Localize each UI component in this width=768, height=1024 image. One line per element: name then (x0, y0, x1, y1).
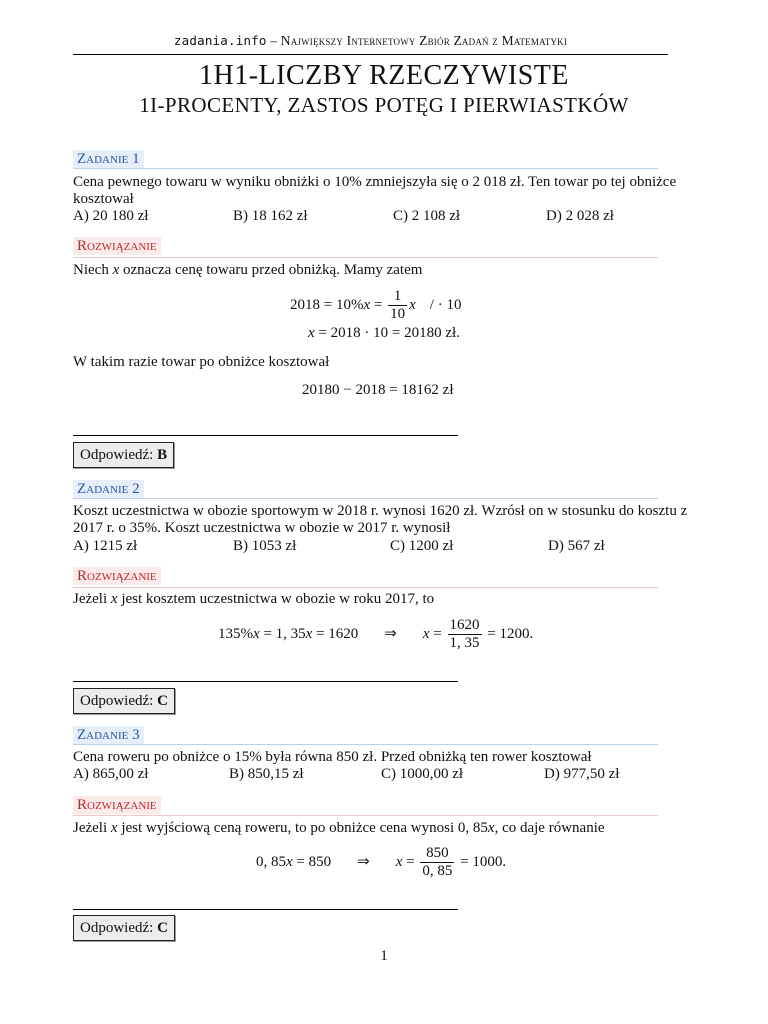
task-2-option-b: B) 1053 zł (233, 538, 297, 554)
task-3-fraction: $\frac{850}{0, 85}$ (422, 845, 453, 879)
task-1-option-d: D) 2 028 zł (546, 208, 614, 224)
task-3-option-a: A) 865,00 zł (73, 766, 149, 782)
document-subtitle: 1I-PROCENTY, ZASTOS POTĘG I PIERWIASTKÓW (139, 93, 629, 117)
task-3-heading: Zadanie 3 (73, 726, 144, 744)
task-2-heading: Zadanie 2 (73, 480, 144, 498)
task-2-option-c: C) 1200 zł (390, 538, 454, 554)
task-2-text: Koszt uczestnictwa w obozie sportowym w 2018 r. wynosi 1620 zł. Wzrósł on w stosunku do kosztu z 2017 r. o 35%. Koszt uczestnictwa w obozie w 2017 r. wynosił (73, 503, 688, 536)
task-3-option-d: D) 977,50 zł (544, 766, 620, 782)
task-1-rule (73, 168, 658, 169)
task-3-option-c: C) 1000,00 zł (381, 766, 464, 782)
task-1-option-a: A) 20 180 zł (73, 208, 149, 224)
task-2-solution-text: Jeżeli x jest kosztem uczestnictwa w obozie w roku 2017, to (73, 591, 435, 607)
task-2-rule (73, 498, 658, 499)
task-1-text: Cena pewnego towaru w wyniku obniżki o 10% zmniejszyła się o 2 018 zł. Ten towar po tej obniżce kosztował (73, 174, 677, 207)
task-1-equation-1: 2018 = 10%x = $\frac{1}{10}$ x / · 10 (290, 288, 462, 322)
site-name: zadania.info (173, 33, 267, 48)
task-3-rule (73, 744, 658, 745)
task-1-answer-value: B (157, 447, 168, 463)
task-2-separator (73, 681, 458, 682)
task-3-solution-rule (73, 815, 658, 816)
task-2-answer-box: Odpowiedź: C (73, 688, 175, 714)
task-3-text: Cena roweru po obniżce o 15% była równa 850 zł. Przed obniżką ten rower kosztował (73, 749, 592, 765)
task-2-answer-value: C (157, 693, 168, 709)
task-1-heading: Zadanie 1 (73, 150, 144, 168)
task-3-solution-heading: Rozwiązanie (73, 796, 161, 814)
header-dash: – (266, 33, 281, 48)
implies-arrow: ⇒ (357, 853, 370, 870)
task-1-equation-2: x = 2018 · 10 = 20180 zł. (308, 325, 460, 341)
task-2-option-a: A) 1215 zł (73, 538, 138, 554)
task-2-fraction: $\frac{1620}{1, 35}$ (449, 617, 480, 651)
page-number: 1 (380, 948, 388, 964)
document-title: 1H1-LICZBY RZECZYWISTE (198, 60, 570, 91)
task-1-option-b: B) 18 162 zł (233, 208, 308, 224)
task-3-option-b: B) 850,15 zł (229, 766, 304, 782)
task-1-solution-heading: Rozwiązanie (73, 237, 161, 255)
task-1-solution-rule (73, 257, 658, 258)
task-1-equation-3: 20180 − 2018 = 18162 zł (302, 382, 454, 398)
task-3-answer-value: C (157, 920, 168, 936)
task-3-answer-box: Odpowiedź: C (73, 915, 175, 941)
task-1-answer-box: Odpowiedź: B (73, 442, 174, 468)
task-1-separator (73, 435, 458, 436)
header-tagline: Największy Internetowy Zbiór Zadań z Matematyki (280, 33, 568, 48)
task-1-option-c: C) 2 108 zł (393, 208, 461, 224)
page-header (73, 33, 668, 49)
task-3-equation: 0, 85x = 850 ⇒ x = $\frac{850}{0, 85}$ = 1000. (256, 845, 507, 879)
implies-arrow: ⇒ (384, 625, 397, 642)
task-1-solution-text: Niech x oznacza cenę towaru przed obniżką. Mamy zatem (73, 262, 423, 278)
task-2-option-d: D) 567 zł (548, 538, 605, 554)
task-1-solution-text-2: W takim razie towar po obniżce kosztował (73, 354, 330, 370)
task-3-solution-text: Jeżeli x jest wyjściową ceną roweru, to po obniżce cena wynosi 0, 85x, co daje równanie (73, 820, 605, 836)
task-3-separator (73, 909, 458, 910)
task-1-fraction: $\frac{1}{10}$ (390, 288, 406, 322)
task-2-equation: 135%x = 1, 35x = 1620 ⇒ x = $\frac{1620}{1, 35}$ = 1200. (218, 617, 534, 651)
header-rule (73, 54, 668, 55)
task-2-solution-rule (73, 587, 658, 588)
task-2-solution-heading: Rozwiązanie (73, 567, 161, 585)
